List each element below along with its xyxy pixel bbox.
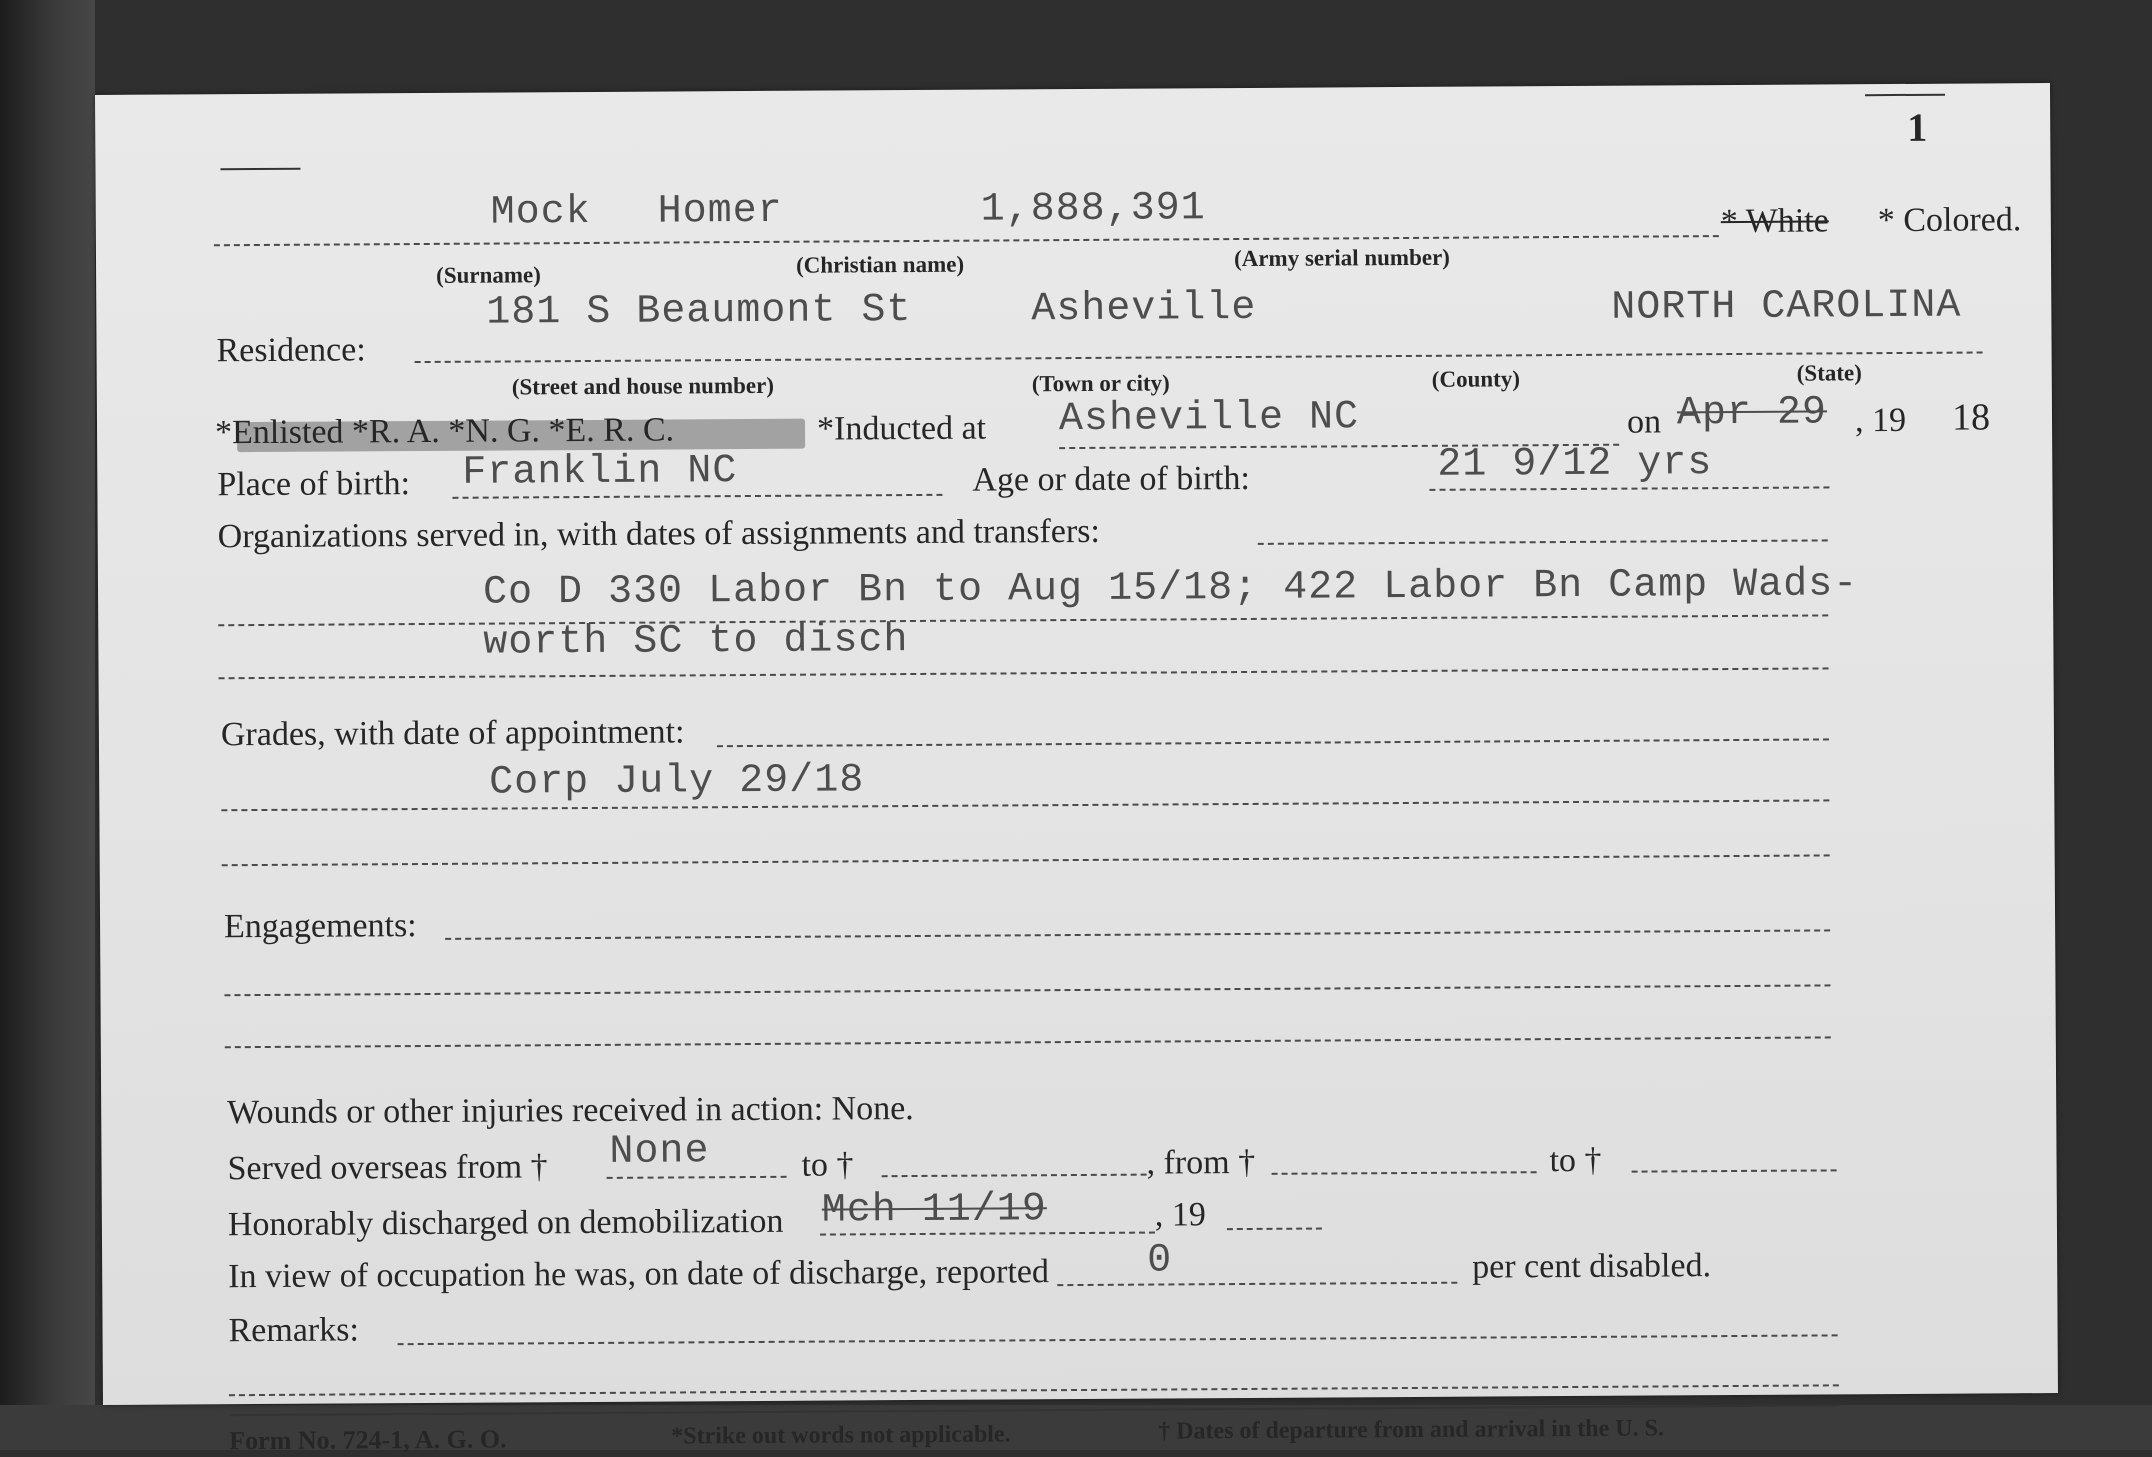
- engagements-line-0: [445, 929, 1830, 939]
- caption-town: (Town or city): [1031, 370, 1170, 397]
- residence-street-value: 181 S Beaumont St: [486, 288, 912, 336]
- name-line: [214, 235, 1719, 246]
- induction-year-label: , 19: [1854, 401, 1907, 440]
- form-number: Form No. 724-1, A. G. O.: [229, 1424, 507, 1456]
- residence-town-value: Asheville: [1031, 285, 1257, 333]
- card-number: 1: [1907, 104, 1928, 150]
- residence-line: [415, 351, 1983, 363]
- organizations-line-1: [218, 614, 1828, 626]
- grades-line-0: [717, 738, 1829, 747]
- overseas-from-label-2: , from †: [1146, 1143, 1256, 1182]
- disability-value: 0: [1147, 1238, 1173, 1284]
- place-of-birth-value: Franklin NC: [462, 449, 738, 496]
- overseas-line-4: [1632, 1169, 1837, 1172]
- christian-name-value: Homer: [657, 188, 783, 235]
- grades-line-1: [221, 799, 1829, 811]
- age-value: 21 9/12 yrs: [1437, 441, 1713, 488]
- footer-note-dates: † Dates of departure from and arrival in the U. S.: [1158, 1415, 1665, 1445]
- race-white-option: * White: [1720, 202, 1829, 241]
- place-of-birth-label: Place of birth:: [217, 465, 411, 504]
- discharge-date-value: Mch 11/19: [821, 1187, 1048, 1234]
- induction-date-value: Apr 29: [1676, 390, 1828, 437]
- age-label: Age or date of birth:: [972, 459, 1251, 499]
- race-colored-option: * Colored.: [1877, 201, 2022, 240]
- serial-number-value: 1,888,391: [980, 186, 1206, 233]
- grades-line-2: [222, 854, 1830, 866]
- induction-on-label: on: [1626, 403, 1662, 441]
- remarks-line-1: [229, 1384, 1839, 1396]
- wounds-label: Wounds or other injuries received in action: None.: [227, 1090, 914, 1132]
- engagements-line-1: [224, 984, 1830, 996]
- disability-line: [1057, 1282, 1457, 1286]
- top-right-rule: [1865, 94, 1945, 96]
- overseas-to-label: to †: [801, 1146, 854, 1184]
- inducted-at-label: *Inducted at: [816, 409, 987, 448]
- remarks-label: Remarks:: [228, 1311, 359, 1350]
- residence-label: Residence:: [216, 331, 366, 370]
- induction-year-value: 18: [1951, 396, 1991, 439]
- organizations-entry-2: worth SC to disch: [483, 618, 909, 666]
- left-backdrop: [0, 0, 95, 1450]
- discharge-label: Honorably discharged on demobilization: [227, 1202, 784, 1244]
- overseas-from-value: None: [609, 1129, 710, 1175]
- caption-state: (State): [1796, 360, 1862, 386]
- grades-label: Grades, with date of appointment:: [220, 713, 685, 754]
- grades-entry-1: Corp July 29/18: [489, 758, 865, 806]
- caption-street: (Street and house number): [511, 372, 775, 400]
- service-types: *Enlisted *R. A. *N. G. *E. R. C.: [214, 411, 675, 452]
- top-left-rule: [220, 168, 300, 170]
- discharge-year-line: [1227, 1228, 1322, 1231]
- surname-value: Mock: [490, 189, 591, 236]
- discharge-year-label: , 19: [1154, 1196, 1206, 1234]
- inducted-at-value: Asheville NC: [1058, 395, 1360, 443]
- organizations-label: Organizations served in, with dates of assignments and transfers:: [217, 512, 1101, 556]
- overseas-to-label-2: to †: [1549, 1141, 1602, 1180]
- caption-surname: (Surname): [436, 262, 541, 288]
- footer-note-strike: *Strike out words not applicable.: [671, 1421, 1011, 1450]
- overseas-from-label: Served overseas from †: [227, 1148, 548, 1188]
- engagements-label: Engagements:: [223, 907, 417, 946]
- disability-label: In view of occupation he was, on date of discharge, reported: [228, 1253, 1050, 1296]
- organizations-line-2: [219, 667, 1829, 679]
- engagements-line-2: [225, 1036, 1831, 1048]
- organizations-entry-1: Co D 330 Labor Bn to Aug 15/18; 422 Labor Bn Camp Wads-: [482, 562, 1859, 616]
- caption-county: (County): [1431, 366, 1521, 392]
- overseas-line-3: [1272, 1171, 1537, 1175]
- residence-state-value: NORTH CAROLINA: [1611, 283, 1962, 331]
- service-record-card: [95, 83, 2058, 1456]
- caption-serial-number: (Army serial number): [1233, 244, 1450, 272]
- overseas-line-2: [882, 1174, 1147, 1178]
- caption-christian-name: (Christian name): [795, 251, 965, 278]
- overseas-line-1: [607, 1176, 787, 1179]
- disability-suffix: per cent disabled.: [1472, 1247, 1712, 1286]
- remarks-line-0: [398, 1334, 1838, 1345]
- organizations-line-0: [1258, 539, 1828, 544]
